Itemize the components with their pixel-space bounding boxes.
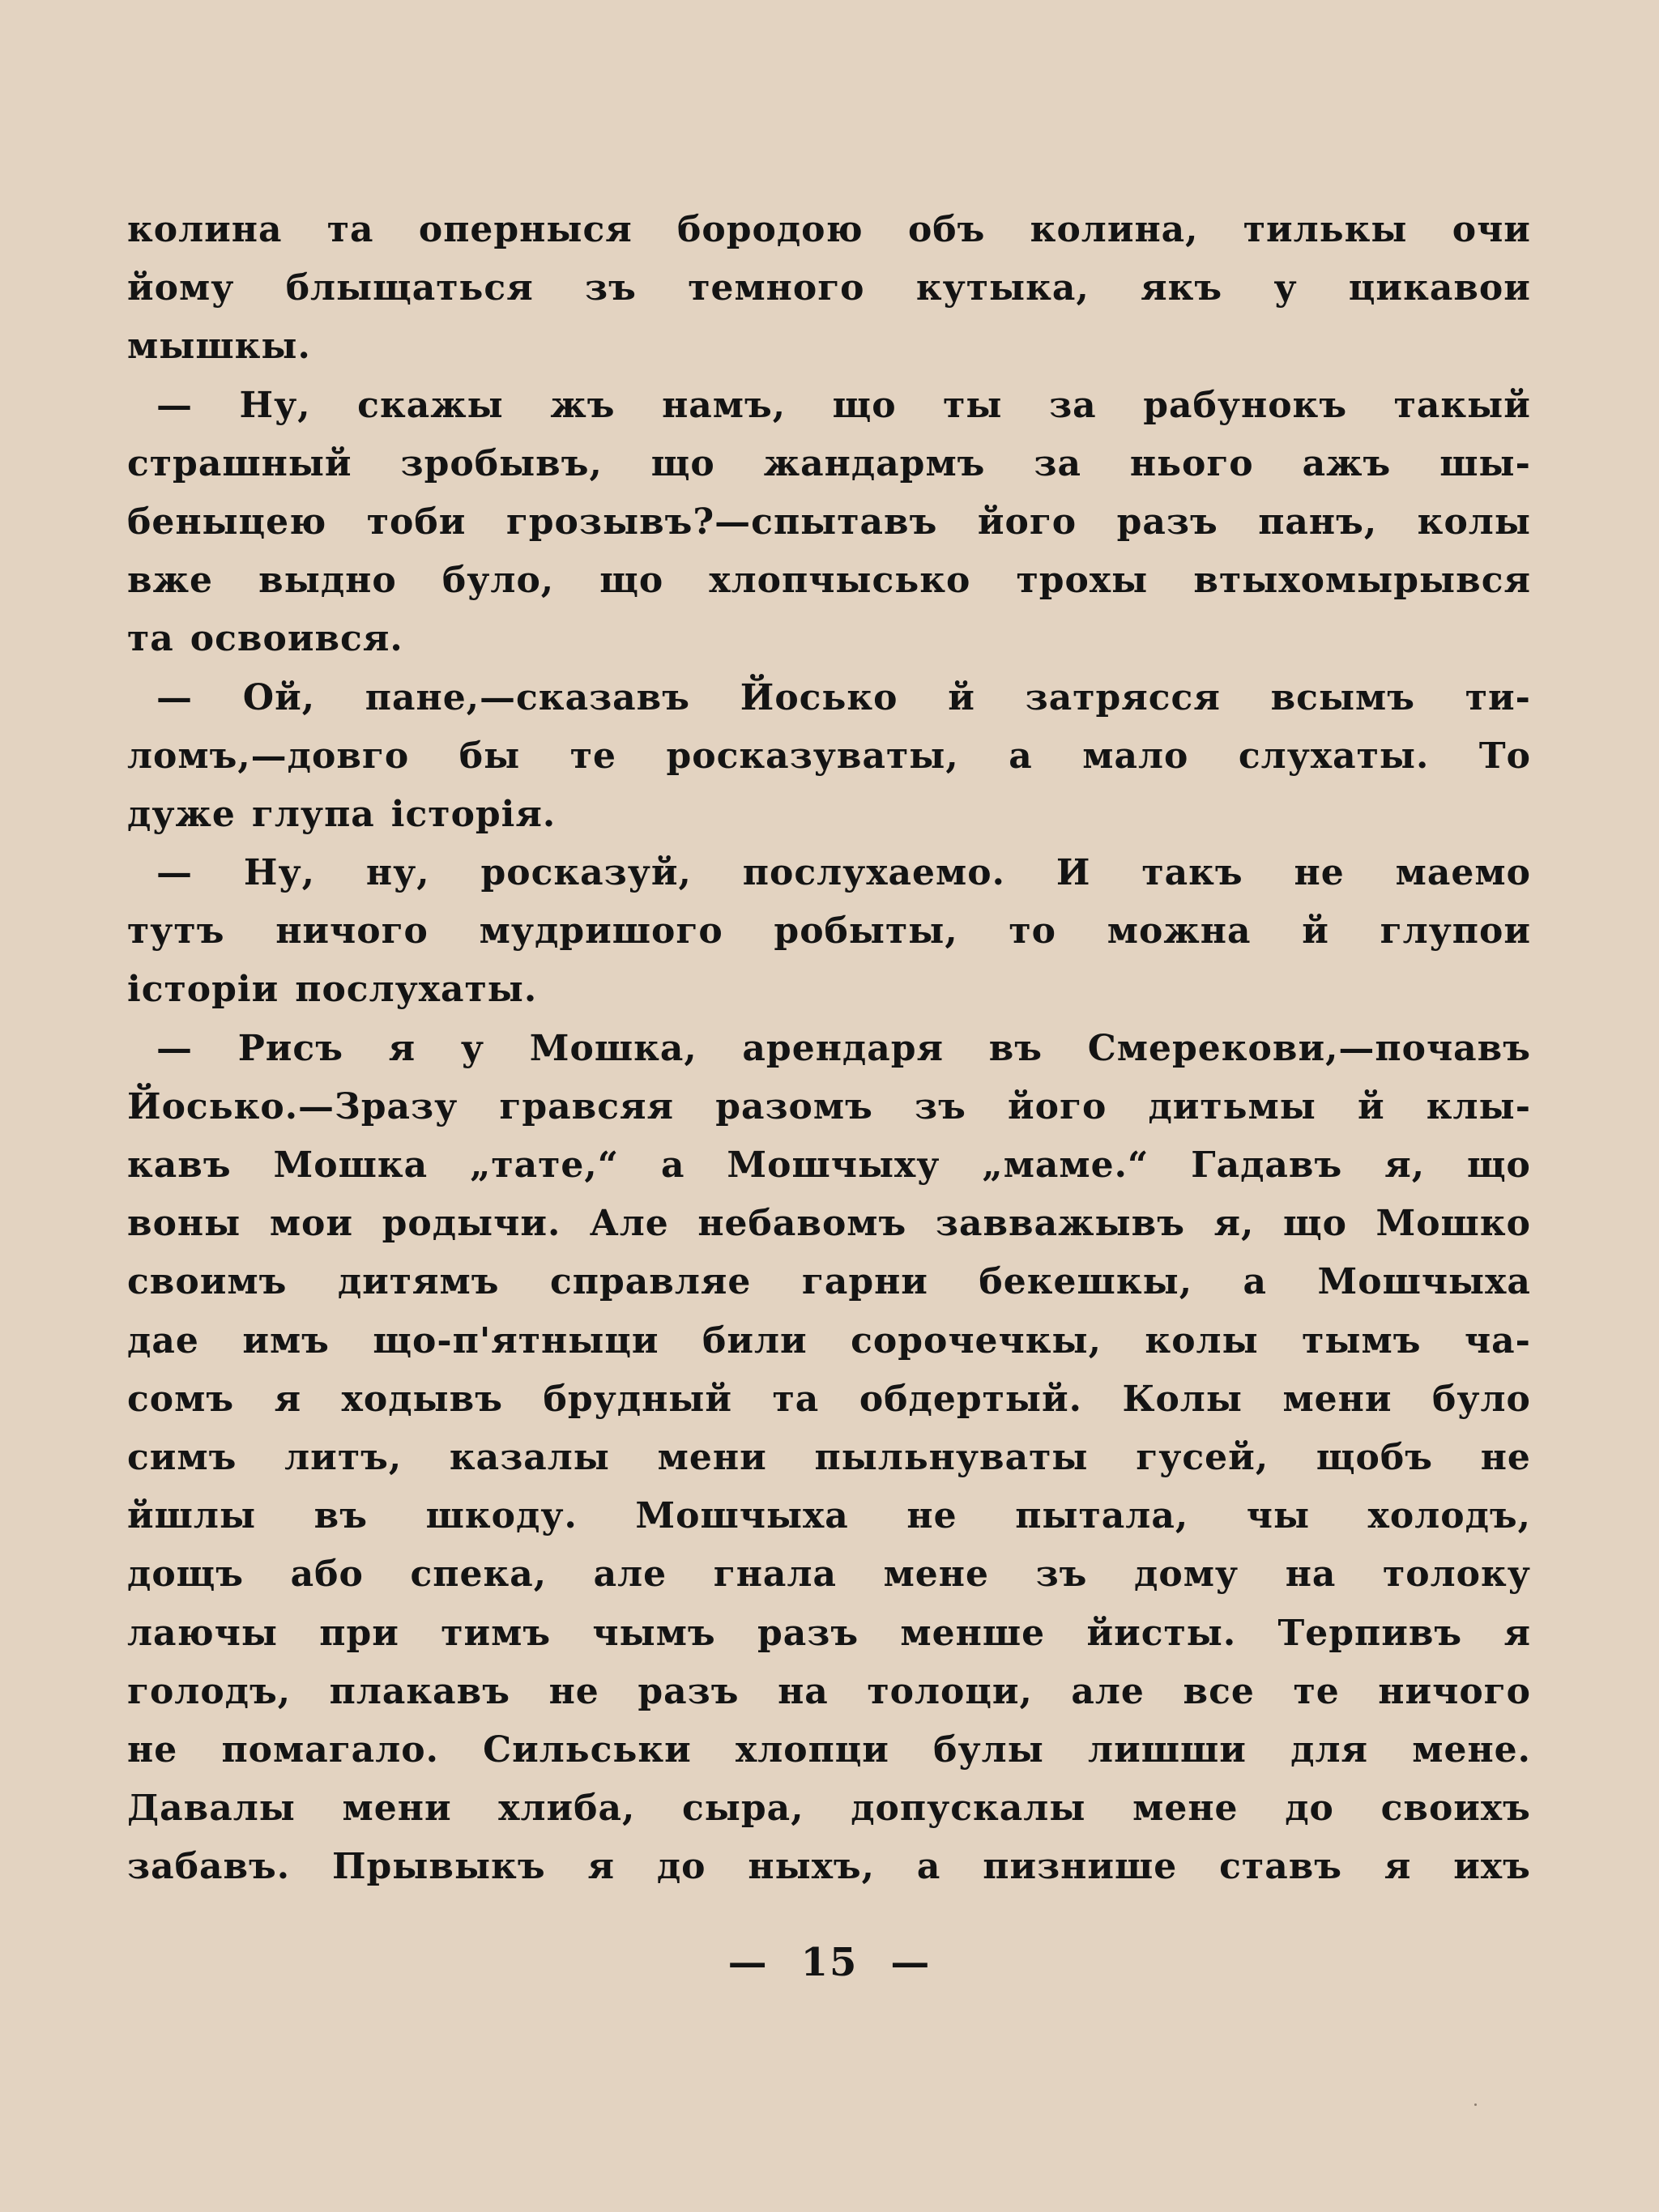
word: блыщаться	[285, 267, 534, 309]
word: Мошчыха	[635, 1495, 849, 1537]
word: росказуй,	[480, 852, 692, 894]
word: ты	[943, 384, 1003, 426]
text-line	[127, 1605, 1531, 1663]
text-line	[127, 1078, 1531, 1136]
word: колы	[1145, 1319, 1259, 1362]
word: хлопци	[735, 1728, 889, 1771]
word: бы	[458, 735, 521, 777]
footer-dash-left: —	[727, 1940, 769, 1985]
word: послухаемо.	[742, 852, 1005, 894]
word: до	[656, 1846, 706, 1888]
word: дощъ	[127, 1554, 245, 1596]
word: історія.	[390, 793, 557, 835]
word: панъ,	[1258, 501, 1378, 543]
word: шкоду.	[425, 1495, 578, 1537]
word: його	[1008, 1085, 1107, 1127]
word: ихъ	[1453, 1846, 1531, 1888]
page-number: 15	[800, 1940, 859, 1985]
word: кутыка,	[915, 267, 1090, 309]
word: не	[906, 1495, 957, 1537]
word: у	[460, 1027, 485, 1069]
word: темного	[688, 267, 865, 309]
word: не	[548, 1670, 599, 1712]
word: Ну,	[243, 852, 315, 894]
word: родычи.	[382, 1203, 561, 1245]
word: ныхъ,	[748, 1846, 875, 1888]
word: —	[156, 1027, 193, 1069]
text-line	[127, 1370, 1531, 1429]
body-text	[127, 201, 1531, 1896]
word: мени	[1282, 1378, 1392, 1420]
word: спека,	[410, 1554, 548, 1596]
word: пытала,	[1015, 1495, 1189, 1537]
text-line	[127, 1779, 1531, 1838]
word: тымъ	[1302, 1319, 1422, 1362]
word: Гадавъ	[1191, 1144, 1343, 1186]
word: небавомъ	[697, 1203, 907, 1245]
word: тимъ	[441, 1612, 552, 1654]
word: грозывъ?—спытавъ	[505, 501, 938, 543]
word: цикавои	[1348, 267, 1531, 309]
word: —	[156, 384, 193, 426]
word: Терпивъ	[1277, 1612, 1463, 1654]
word: помагало.	[221, 1728, 439, 1771]
text-line	[127, 844, 1531, 902]
word: а	[1009, 735, 1033, 777]
text-line	[127, 1020, 1531, 1078]
word: що-п'ятныци	[373, 1319, 659, 1362]
word: Мошко	[1375, 1203, 1531, 1245]
word: те	[569, 735, 616, 777]
word: зъ	[915, 1085, 966, 1127]
word: забавъ.	[127, 1846, 291, 1888]
text-line	[127, 902, 1531, 961]
word: та	[772, 1378, 820, 1420]
word: казалы	[449, 1436, 610, 1478]
word: зъ	[1035, 1554, 1088, 1596]
word: всымъ	[1270, 676, 1416, 718]
word: що	[832, 384, 897, 426]
word: зъ	[585, 267, 637, 309]
word: выдно	[258, 560, 397, 602]
word: То	[1478, 735, 1531, 777]
word: я	[1384, 1846, 1412, 1888]
word: я	[388, 1027, 416, 1069]
word: мени	[342, 1788, 452, 1830]
text-line	[127, 727, 1531, 786]
word: литъ,	[284, 1436, 403, 1478]
word: завважывъ	[935, 1203, 1185, 1245]
word: дитямъ	[337, 1261, 500, 1303]
word: гарни	[801, 1261, 928, 1303]
word: Прывыкъ	[331, 1846, 546, 1888]
word: й	[1358, 1085, 1385, 1127]
word: за	[1049, 384, 1097, 426]
word: воны	[127, 1203, 241, 1245]
word: а	[660, 1144, 685, 1186]
word: й	[1302, 910, 1329, 953]
word: глупои	[1380, 910, 1531, 953]
word: Смерекови,—почавъ	[1087, 1027, 1531, 1069]
word: мои	[269, 1203, 354, 1245]
word: для	[1290, 1728, 1369, 1771]
word: слухаты.	[1238, 735, 1430, 777]
word: та	[127, 618, 174, 660]
word: на	[1285, 1554, 1337, 1596]
word: разъ	[1116, 501, 1218, 543]
word: ничого	[275, 910, 429, 953]
word: дому	[1134, 1554, 1239, 1596]
word: хлопчысько	[709, 560, 971, 602]
word: але	[593, 1554, 667, 1596]
word: ходывъ	[341, 1378, 503, 1420]
word: освоився.	[190, 618, 403, 660]
paper-speck	[1474, 2103, 1477, 2106]
word: гравсяя	[499, 1085, 675, 1127]
word: маемо	[1395, 852, 1531, 894]
word: гусей,	[1136, 1436, 1269, 1478]
word: разъ	[638, 1670, 740, 1712]
word: имъ	[242, 1319, 330, 1362]
word: лаючы	[127, 1612, 278, 1654]
word: тилькы	[1243, 209, 1408, 250]
word: що	[1282, 1203, 1347, 1245]
word: своимъ	[127, 1261, 288, 1303]
word: менше	[900, 1612, 1046, 1654]
word: тутъ	[127, 910, 225, 953]
word: брудный	[543, 1378, 733, 1420]
word: жандармъ	[763, 442, 986, 484]
word: булы	[933, 1728, 1044, 1771]
word: хлиба,	[498, 1788, 636, 1830]
text-line	[127, 1253, 1531, 1311]
word: Сильськи	[483, 1728, 692, 1771]
word: росказуваты,	[666, 735, 959, 777]
word: такъ	[1141, 852, 1243, 894]
word: жъ	[550, 384, 616, 426]
word: били	[702, 1319, 808, 1362]
word: що	[650, 442, 715, 484]
word: те	[1293, 1670, 1340, 1712]
word: скажы	[357, 384, 504, 426]
word: було	[1432, 1378, 1531, 1420]
word: въ	[313, 1495, 368, 1537]
text-line	[127, 493, 1531, 552]
text-line	[127, 1312, 1531, 1370]
text-line	[127, 377, 1531, 435]
text-line	[127, 610, 1531, 668]
text-line	[127, 201, 1531, 259]
word: вже	[127, 560, 213, 602]
word: я	[1503, 1612, 1531, 1654]
word: пане,—сказавъ	[365, 676, 691, 718]
word: його	[977, 501, 1077, 543]
word: я,	[1384, 1144, 1426, 1186]
word: тоби	[366, 501, 467, 543]
word: беныцею	[127, 501, 327, 543]
word: й	[948, 676, 975, 718]
word: не	[1480, 1436, 1531, 1478]
word: „маме.“	[982, 1144, 1149, 1186]
page-footer	[0, 1940, 1659, 1985]
word: Мошчыху	[727, 1144, 940, 1186]
text-line	[127, 1136, 1531, 1195]
word: мало	[1082, 735, 1189, 777]
footer-dash-right: —	[890, 1940, 932, 1985]
word: Рисъ	[237, 1027, 343, 1069]
word: „тате,“	[470, 1144, 620, 1186]
word: ломъ,—довго	[127, 735, 410, 777]
word: я	[274, 1378, 302, 1420]
word: можна	[1107, 910, 1252, 953]
word: йисты.	[1086, 1612, 1237, 1654]
word: не	[1294, 852, 1345, 894]
text-line	[127, 259, 1531, 318]
word: щобъ	[1316, 1436, 1433, 1478]
word: колина,	[1030, 209, 1199, 250]
text-line	[127, 552, 1531, 610]
word: холодъ,	[1367, 1495, 1531, 1537]
word: чымъ	[592, 1612, 716, 1654]
word: йому	[127, 267, 235, 309]
word: Мошка,	[529, 1027, 697, 1069]
word: шы-	[1439, 442, 1531, 484]
text-line	[127, 1721, 1531, 1779]
text-line	[127, 1545, 1531, 1604]
word: Ну,	[239, 384, 311, 426]
word: лишши	[1088, 1728, 1247, 1771]
word: дае	[127, 1319, 199, 1362]
word: толоку	[1383, 1554, 1531, 1596]
word: а	[916, 1846, 941, 1888]
word: у	[1273, 267, 1298, 309]
text-line	[127, 961, 1531, 1019]
word: бородою	[677, 209, 864, 250]
word: чы	[1246, 1495, 1311, 1537]
word: сыра,	[682, 1788, 804, 1830]
word: то	[1009, 910, 1057, 953]
word: Ой,	[242, 676, 316, 718]
word: —	[156, 676, 193, 718]
word: ничого	[1378, 1670, 1531, 1712]
text-line	[127, 318, 1531, 376]
word: глупа	[251, 793, 375, 835]
word: справляе	[550, 1261, 752, 1303]
word: Давалы	[127, 1788, 296, 1830]
word: мышкы.	[127, 326, 311, 368]
word: толоци,	[867, 1670, 1033, 1712]
word: гнала	[713, 1554, 837, 1596]
word: я,	[1213, 1203, 1255, 1245]
word: кавъ	[127, 1144, 232, 1186]
word: затрясся	[1025, 676, 1221, 718]
word: плакавъ	[329, 1670, 511, 1712]
word: до	[1285, 1788, 1334, 1830]
word: на	[778, 1670, 829, 1712]
word: та	[326, 209, 374, 250]
word: дуже	[127, 793, 236, 835]
word: Мошчыха	[1317, 1261, 1531, 1303]
word: що	[1466, 1144, 1531, 1186]
word: послухаты.	[295, 969, 538, 1011]
word: колина	[127, 209, 283, 250]
word: втыхомырывся	[1193, 560, 1531, 602]
word: нього	[1129, 442, 1254, 484]
word: мене.	[1412, 1728, 1531, 1771]
text-line	[127, 435, 1531, 493]
word: въ	[988, 1027, 1043, 1069]
word: якъ	[1141, 267, 1223, 309]
text-line	[127, 1429, 1531, 1487]
text-line	[127, 1838, 1531, 1896]
word: історіи	[127, 969, 279, 1011]
word: мени	[657, 1436, 767, 1478]
word: мене	[883, 1554, 989, 1596]
word: але	[1071, 1670, 1145, 1712]
word: сорочечкы,	[851, 1319, 1102, 1362]
word: И	[1056, 852, 1091, 894]
word: Але	[589, 1203, 669, 1245]
word: ажъ	[1302, 442, 1392, 484]
word: Колы	[1122, 1378, 1243, 1420]
text-line	[127, 669, 1531, 727]
word: Йосько	[740, 676, 898, 718]
word: ти-	[1465, 676, 1531, 718]
word: ча-	[1464, 1319, 1531, 1362]
word: допускалы	[851, 1788, 1086, 1830]
word: разъ	[757, 1612, 859, 1654]
word: зробывъ,	[400, 442, 603, 484]
word: голодъ,	[127, 1670, 292, 1712]
word: при	[319, 1612, 399, 1654]
word: объ	[907, 209, 986, 250]
word: ну,	[365, 852, 430, 894]
text-line	[127, 786, 1531, 844]
word: рабунокъ	[1143, 384, 1348, 426]
word: йшлы	[127, 1495, 257, 1537]
word: а	[1243, 1261, 1268, 1303]
word: дитьмы	[1148, 1085, 1316, 1127]
word: арендаря	[742, 1027, 945, 1069]
word: Йосько.—Зразу	[127, 1085, 458, 1127]
word: мене	[1132, 1788, 1239, 1830]
word: я	[587, 1846, 615, 1888]
word: очи	[1452, 209, 1531, 250]
word: обдертый.	[859, 1378, 1082, 1420]
word: мудришого	[479, 910, 723, 953]
word: пыльнуваты	[814, 1436, 1089, 1478]
word: не	[127, 1728, 178, 1771]
word: разомъ	[715, 1085, 873, 1127]
word: клы-	[1426, 1085, 1531, 1127]
word: своихъ	[1380, 1788, 1531, 1830]
word: бекешкы,	[979, 1261, 1193, 1303]
word: все	[1183, 1670, 1255, 1712]
word: або	[290, 1554, 364, 1596]
word: намъ,	[662, 384, 787, 426]
word: симъ	[127, 1436, 237, 1478]
word: колы	[1417, 501, 1531, 543]
word: що	[599, 560, 664, 602]
word: було,	[441, 560, 555, 602]
word: оперныся	[418, 209, 633, 250]
word: ставъ	[1219, 1846, 1343, 1888]
text-line	[127, 1663, 1531, 1721]
word: пизнише	[983, 1846, 1178, 1888]
word: за	[1034, 442, 1081, 484]
word: Мошка	[273, 1144, 429, 1186]
word: —	[156, 852, 193, 894]
word: трохы	[1016, 560, 1149, 602]
word: робыты,	[774, 910, 958, 953]
text-line	[127, 1195, 1531, 1253]
text-line	[127, 1487, 1531, 1545]
word: страшный	[127, 442, 352, 484]
word: такый	[1393, 384, 1531, 426]
word: сомъ	[127, 1378, 235, 1420]
